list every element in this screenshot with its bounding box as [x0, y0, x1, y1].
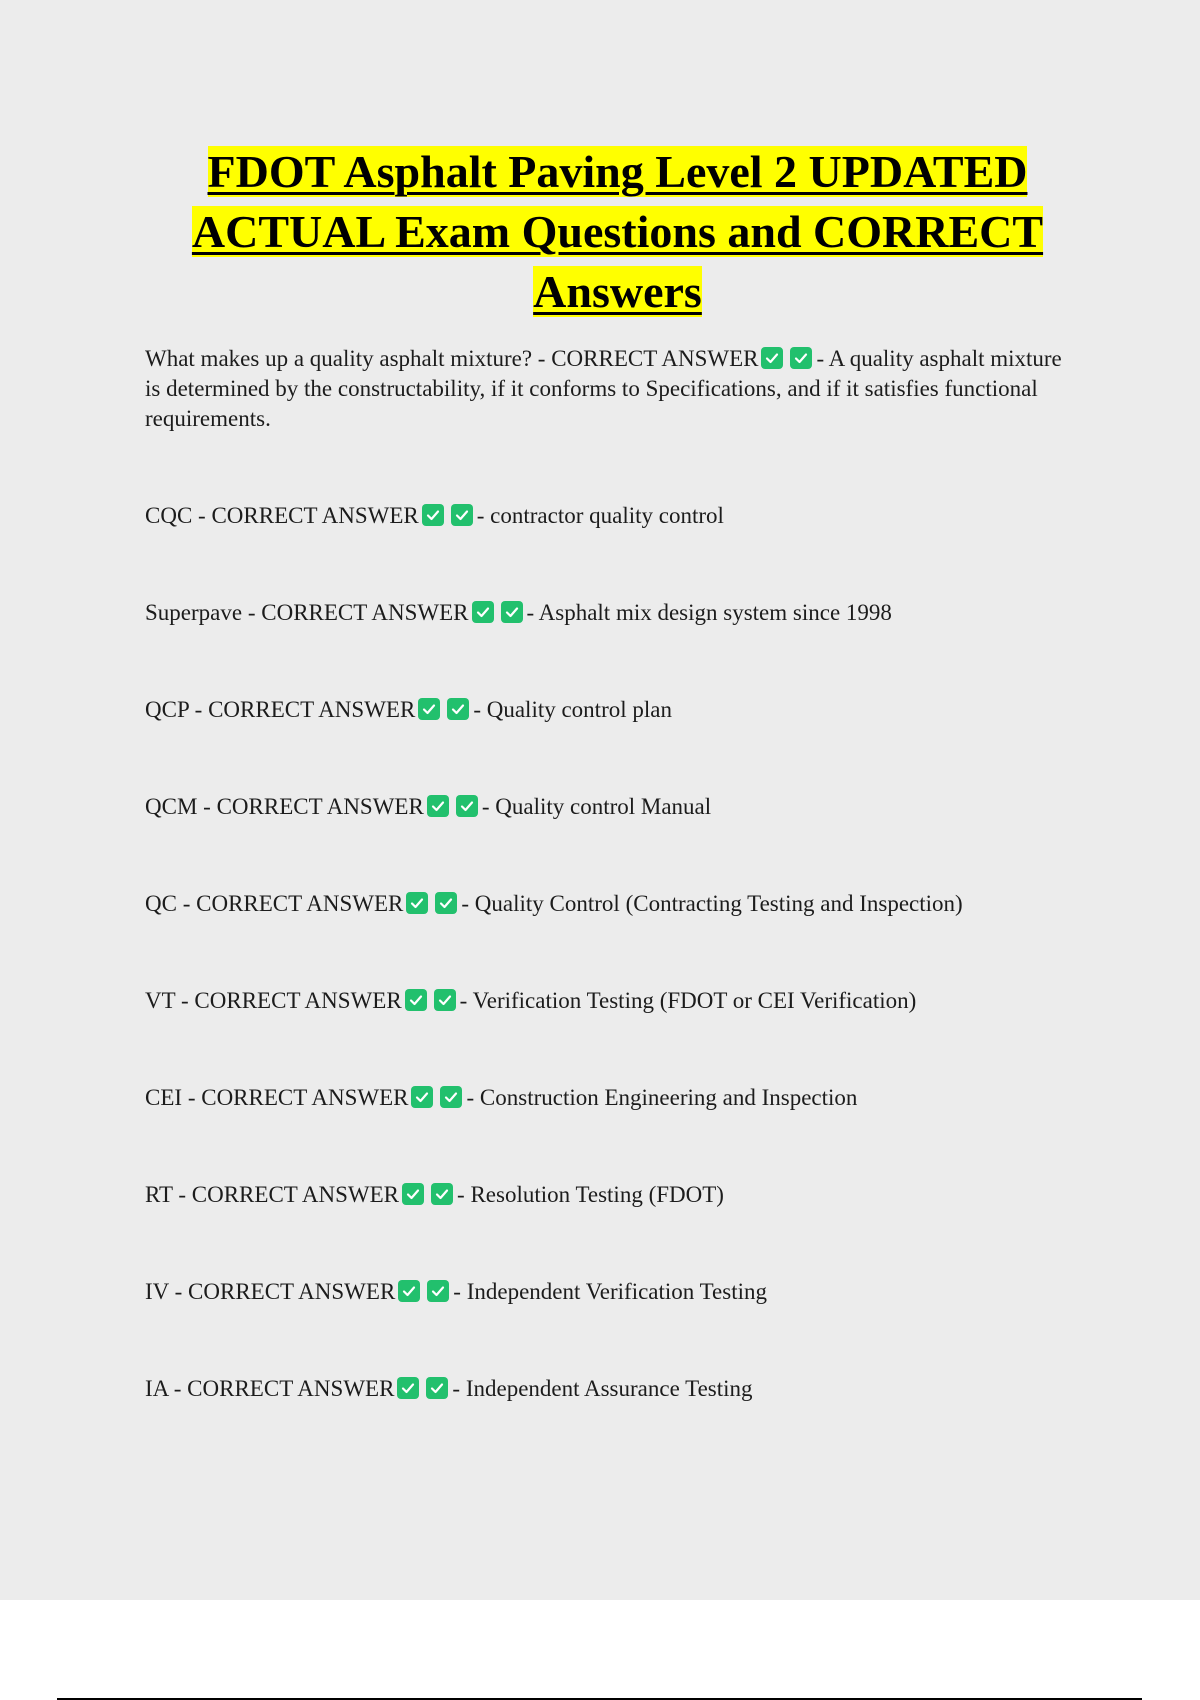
qa-term: Superpave — [145, 600, 243, 625]
check-mark-icon — [427, 795, 449, 817]
qa-item: QCM - CORRECT ANSWER - Quality control Manual — [145, 794, 712, 819]
check-mark-icon — [411, 1086, 433, 1108]
qa-label: CORRECT ANSWER — [191, 1182, 400, 1207]
qa-answer: Resolution Testing (FDOT) — [470, 1182, 724, 1207]
qa-item: CEI - CORRECT ANSWER - Construction Engineering and Inspection — [145, 1085, 858, 1110]
check-mark-icon — [501, 601, 523, 623]
qa-term: QCM — [145, 794, 198, 819]
qa-answer: Quality Control (Contracting Testing and Inspection) — [474, 891, 963, 916]
qa-term: RT — [145, 1182, 173, 1207]
qa-label: CORRECT ANSWER — [188, 1279, 396, 1304]
qa-term: IV — [145, 1279, 169, 1304]
qa-item: CQC - CORRECT ANSWER - contractor quality control — [145, 503, 724, 528]
check-mark-icon — [431, 1183, 453, 1205]
qa-label: CORRECT ANSWER — [208, 697, 416, 722]
qa-item: QC - CORRECT ANSWER - Quality Control (Contracting Testing and Inspection) — [145, 891, 963, 916]
check-mark-icon — [435, 892, 457, 914]
qa-answer: Independent Assurance Testing — [465, 1376, 753, 1401]
qa-term: What makes up a quality asphalt mixture? — [145, 346, 533, 371]
check-mark-icon — [451, 504, 473, 526]
qa-label: CORRECT ANSWER — [196, 891, 404, 916]
qa-answer: Asphalt mix design system since 1998 — [538, 600, 892, 625]
qa-item: QCP - CORRECT ANSWER - Quality control plan — [145, 697, 672, 722]
check-mark-icon — [472, 601, 494, 623]
qa-term: CEI — [145, 1085, 183, 1110]
qa-term: CQC — [145, 503, 193, 528]
qa-term: QC — [145, 891, 177, 916]
title-line-1: FDOT Asphalt Paving Level 2 UPDATED — [207, 146, 1028, 197]
qa-answer: contractor quality control — [490, 503, 724, 528]
qa-answer: Quality control Manual — [495, 794, 712, 819]
check-mark-icon — [397, 1377, 419, 1399]
qa-item: Superpave - CORRECT ANSWER - Asphalt mix design system since 1998 — [145, 600, 892, 625]
qa-answer: Verification Testing (FDOT or CEI Verification) — [472, 988, 917, 1013]
qa-answer: Quality control plan — [486, 697, 672, 722]
qa-item: What makes up a quality asphalt mixture? - CORRECT ANSWER - A quality asphalt mixture is determined by the constructability, if it conforms to Specifications, and if it satisfies functional requirements. — [145, 346, 1062, 431]
qa-term: IA — [145, 1376, 168, 1401]
check-mark-icon — [434, 989, 456, 1011]
qa-item: IV - CORRECT ANSWER - Independent Verification Testing — [145, 1279, 767, 1304]
qa-label: CORRECT ANSWER — [201, 1085, 409, 1110]
check-mark-icon — [398, 1280, 420, 1302]
check-mark-icon — [447, 698, 469, 720]
check-mark-icon — [440, 1086, 462, 1108]
check-mark-icon — [427, 1280, 449, 1302]
qa-term: VT — [145, 988, 176, 1013]
qa-label: CORRECT ANSWER — [187, 1376, 395, 1401]
qa-label: CORRECT ANSWER — [551, 346, 759, 371]
qa-label: CORRECT ANSWER — [216, 794, 424, 819]
document-title — [140, 142, 1095, 322]
check-mark-icon — [790, 347, 812, 369]
qa-item: VT - CORRECT ANSWER - Verification Testing (FDOT or CEI Verification) — [145, 988, 917, 1013]
qa-label: CORRECT ANSWER — [261, 600, 469, 625]
check-mark-icon — [418, 698, 440, 720]
check-mark-icon — [761, 347, 783, 369]
qa-list — [145, 344, 1075, 1471]
qa-item: IA - CORRECT ANSWER - Independent Assurance Testing — [145, 1376, 753, 1401]
check-mark-icon — [405, 989, 427, 1011]
qa-label: CORRECT ANSWER — [194, 988, 402, 1013]
check-mark-icon — [456, 795, 478, 817]
title-line-2: ACTUAL Exam Questions and CORRECT — [191, 206, 1044, 257]
qa-label: CORRECT ANSWER — [211, 503, 419, 528]
qa-answer: Independent Verification Testing — [466, 1279, 767, 1304]
qa-term: QCP — [145, 697, 189, 722]
check-mark-icon — [422, 504, 444, 526]
title-line-3: Answers — [533, 266, 702, 317]
qa-item: RT - CORRECT ANSWER - Resolution Testing (FDOT) — [145, 1182, 724, 1207]
check-mark-icon — [426, 1377, 448, 1399]
check-mark-icon — [406, 892, 428, 914]
check-mark-icon — [402, 1183, 424, 1205]
qa-answer: Construction Engineering and Inspection — [479, 1085, 858, 1110]
qa-answer: A quality asphalt mixture is determined by the constructability, if it conforms to Specifications, and if it satisfies functional requirements. — [145, 346, 1062, 431]
